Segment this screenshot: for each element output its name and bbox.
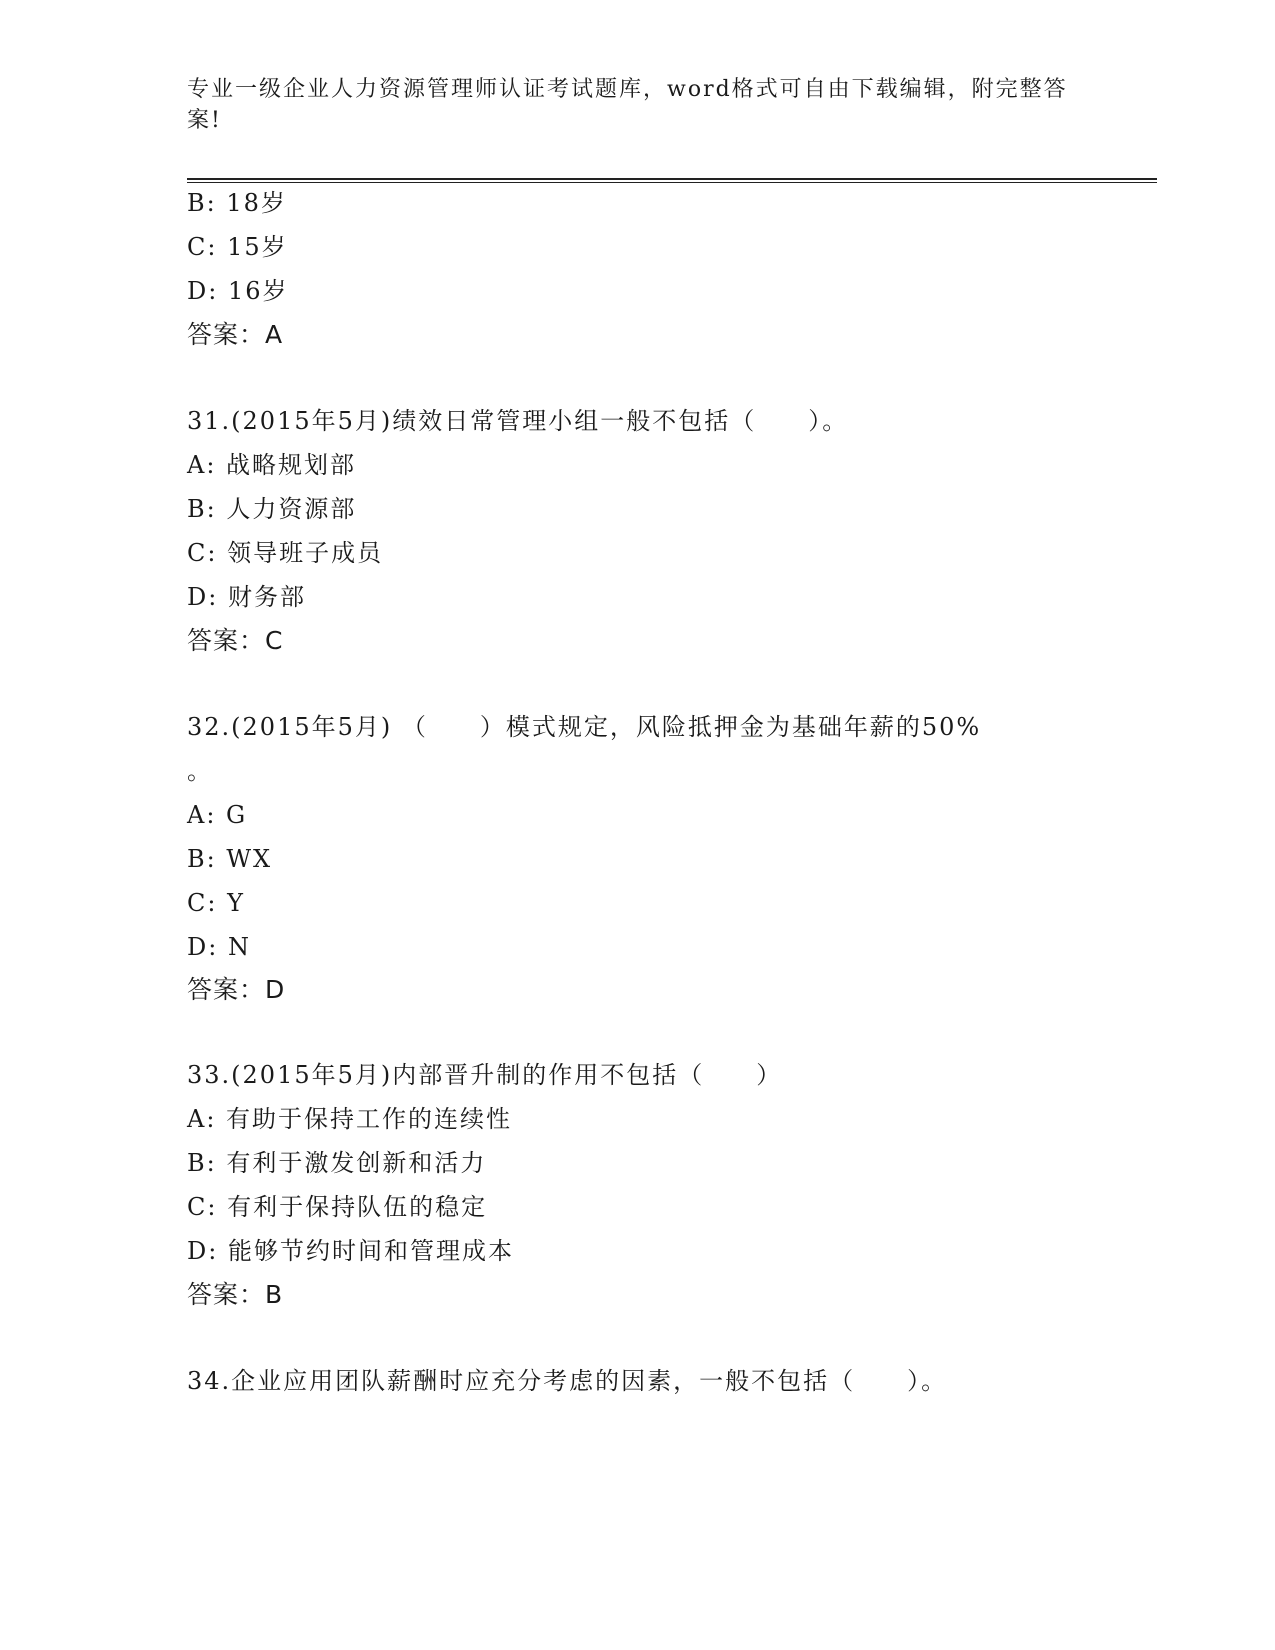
- q32-option-a: A: G: [187, 801, 248, 829]
- q32-option-d: D: N: [187, 933, 251, 961]
- q33-option-d: D: 能够节约时间和管理成本: [187, 1237, 514, 1265]
- q32-option-c: C: Y: [187, 889, 245, 917]
- q30-option-b: B: 18岁: [187, 189, 287, 217]
- q30-option-c: C: 15岁: [187, 233, 288, 261]
- q31-answer: 答案：C: [187, 626, 284, 655]
- q33-option-a: A: 有助于保持工作的连续性: [187, 1105, 513, 1133]
- q33-option-b: B: 有利于激发创新和活力: [187, 1149, 487, 1177]
- q32-stem: 32.(2015年5月) （ ）模式规定，风险抵押金为基础年薪的50%: [187, 713, 982, 741]
- q31-option-c: C: 领导班子成员: [187, 539, 384, 567]
- q33-option-c: C: 有利于保持队伍的稳定: [187, 1193, 488, 1221]
- q34-stem: 34.企业应用团队薪酬时应充分考虑的因素，一般不包括（ ）。: [187, 1367, 948, 1395]
- q31-option-b: B: 人力资源部: [187, 495, 357, 523]
- q31-stem: 31.(2015年5月)绩效日常管理小组一般不包括（ ）。: [187, 407, 849, 435]
- page-header: 专业一级企业人力资源管理师认证考试题库，word格式可自由下载编辑，附完整答案!: [187, 77, 1068, 133]
- q30-option-d: D: 16岁: [187, 277, 289, 305]
- q33-stem: 33.(2015年5月)内部晋升制的作用不包括（ ）: [187, 1061, 783, 1089]
- q32-answer: 答案：D: [187, 975, 286, 1004]
- q32-stem-continuation: 。: [187, 757, 213, 785]
- q31-option-d: D: 财务部: [187, 583, 306, 611]
- q33-answer: 答案：B: [187, 1280, 284, 1309]
- q32-option-b: B: WX: [187, 845, 273, 873]
- header-divider: [187, 178, 1157, 183]
- q30-answer: 答案：A: [187, 320, 284, 349]
- q31-option-a: A: 战略规划部: [187, 451, 357, 479]
